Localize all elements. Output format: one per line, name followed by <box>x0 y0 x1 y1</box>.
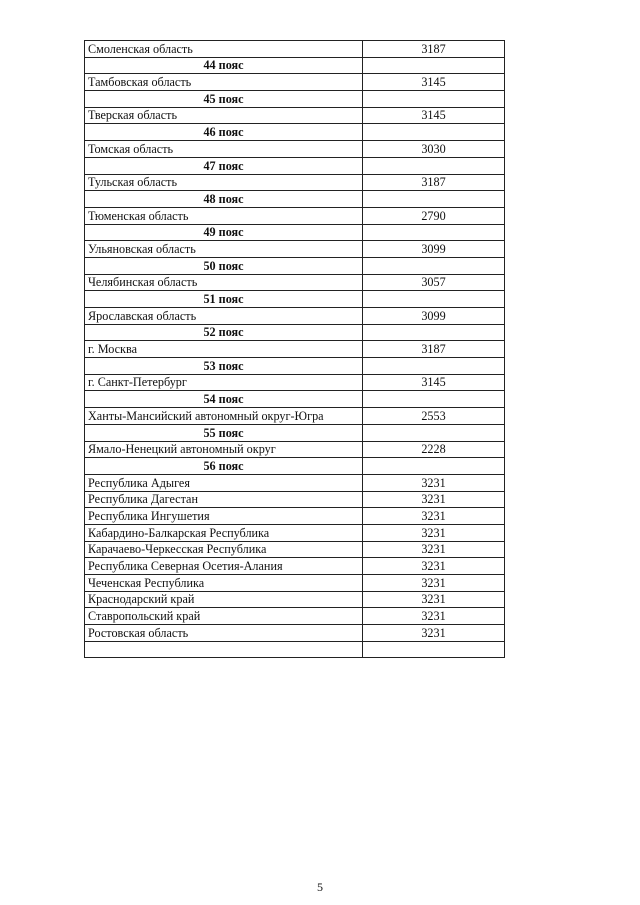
tariff-value: 2790 <box>363 207 505 224</box>
region-name: Ростовская область <box>85 625 363 642</box>
zone-header-row <box>85 424 505 441</box>
region-name: Смоленская область <box>85 41 363 58</box>
zone-header-row <box>85 191 505 208</box>
table-row <box>85 141 505 158</box>
empty-filler-row <box>85 641 505 658</box>
zone-empty-cell <box>363 391 505 408</box>
region-name: Карачаево-Черкесская Республика <box>85 541 363 558</box>
table-row <box>85 608 505 625</box>
zone-header-row <box>85 157 505 174</box>
zone-title: 49 пояс <box>85 224 363 241</box>
table-row <box>85 441 505 458</box>
tariff-value: 3231 <box>363 558 505 575</box>
region-name: Чеченская Республика <box>85 575 363 592</box>
zone-title: 47 пояс <box>85 157 363 174</box>
tariff-value: 3231 <box>363 508 505 525</box>
region-name: Краснодарский край <box>85 591 363 608</box>
zone-header-row <box>85 124 505 141</box>
table-row <box>85 107 505 124</box>
table-row <box>85 491 505 508</box>
tariff-value: 3145 <box>363 374 505 391</box>
tariff-value: 3231 <box>363 625 505 642</box>
tariff-value: 2228 <box>363 441 505 458</box>
region-name: Ямало-Ненецкий автономный округ <box>85 441 363 458</box>
tariff-value: 3145 <box>363 74 505 91</box>
table-row <box>85 541 505 558</box>
region-name: Республика Северная Осетия-Алания <box>85 558 363 575</box>
table-row <box>85 74 505 91</box>
table-row <box>85 625 505 642</box>
zone-title: 56 пояс <box>85 458 363 475</box>
page-number: 5 <box>317 880 323 894</box>
table-row <box>85 558 505 575</box>
zone-empty-cell <box>363 324 505 341</box>
region-name: Кабардино-Балкарская Республика <box>85 524 363 541</box>
region-name: г. Санкт-Петербург <box>85 374 363 391</box>
region-name: Ульяновская область <box>85 241 363 258</box>
tariff-value: 3057 <box>363 274 505 291</box>
zone-header-row <box>85 358 505 375</box>
zone-title: 52 пояс <box>85 324 363 341</box>
zone-empty-cell <box>363 124 505 141</box>
zone-empty-cell <box>363 191 505 208</box>
table-row <box>85 174 505 191</box>
table-row <box>85 508 505 525</box>
tariff-value: 3030 <box>363 141 505 158</box>
table-body <box>85 41 505 658</box>
tariff-value: 3231 <box>363 524 505 541</box>
zone-title: 53 пояс <box>85 358 363 375</box>
zone-title: 54 пояс <box>85 391 363 408</box>
zone-header-row <box>85 324 505 341</box>
zone-empty-cell <box>363 291 505 308</box>
table-row <box>85 274 505 291</box>
region-name: Челябинская область <box>85 274 363 291</box>
tariff-value: 3145 <box>363 107 505 124</box>
table-row <box>85 207 505 224</box>
table-row <box>85 575 505 592</box>
table-row <box>85 524 505 541</box>
zone-title: 45 пояс <box>85 91 363 108</box>
tariff-table <box>84 40 505 658</box>
zone-empty-cell <box>363 157 505 174</box>
region-name: Республика Ингушетия <box>85 508 363 525</box>
table-row <box>85 374 505 391</box>
zone-header-row <box>85 257 505 274</box>
tariff-value: 3187 <box>363 41 505 58</box>
region-name: Тамбовская область <box>85 74 363 91</box>
zone-title: 55 пояс <box>85 424 363 441</box>
zone-title: 50 пояс <box>85 257 363 274</box>
zone-title: 46 пояс <box>85 124 363 141</box>
table-row <box>85 41 505 58</box>
tariff-value: 3231 <box>363 491 505 508</box>
region-name: Ярославская область <box>85 308 363 325</box>
region-name: Республика Адыгея <box>85 474 363 491</box>
empty-cell <box>363 641 505 658</box>
table-row <box>85 308 505 325</box>
zone-empty-cell <box>363 424 505 441</box>
tariff-value: 3231 <box>363 541 505 558</box>
empty-cell <box>85 641 363 658</box>
zone-header-row <box>85 458 505 475</box>
tariff-value: 3231 <box>363 591 505 608</box>
table-row <box>85 474 505 491</box>
region-name: Тюменская область <box>85 207 363 224</box>
region-name: г. Москва <box>85 341 363 358</box>
zone-header-row <box>85 224 505 241</box>
zone-empty-cell <box>363 224 505 241</box>
zone-title: 48 пояс <box>85 191 363 208</box>
zone-title: 44 пояс <box>85 57 363 74</box>
zone-header-row <box>85 391 505 408</box>
tariff-value: 3187 <box>363 174 505 191</box>
table-row <box>85 591 505 608</box>
region-name: Томская область <box>85 141 363 158</box>
zone-empty-cell <box>363 458 505 475</box>
zone-empty-cell <box>363 91 505 108</box>
region-name: Ставропольский край <box>85 608 363 625</box>
tariff-value: 3099 <box>363 308 505 325</box>
table-row <box>85 408 505 425</box>
zone-header-row <box>85 57 505 74</box>
tariff-value: 3099 <box>363 241 505 258</box>
zone-title: 51 пояс <box>85 291 363 308</box>
region-name: Тверская область <box>85 107 363 124</box>
zone-empty-cell <box>363 257 505 274</box>
tariff-value: 3231 <box>363 474 505 491</box>
region-name: Республика Дагестан <box>85 491 363 508</box>
zone-header-row <box>85 291 505 308</box>
zone-empty-cell <box>363 358 505 375</box>
zone-header-row <box>85 91 505 108</box>
table-row <box>85 241 505 258</box>
region-name: Тульская область <box>85 174 363 191</box>
tariff-value: 3187 <box>363 341 505 358</box>
table-row <box>85 341 505 358</box>
tariff-value: 3231 <box>363 608 505 625</box>
tariff-value: 2553 <box>363 408 505 425</box>
zone-empty-cell <box>363 57 505 74</box>
tariff-value: 3231 <box>363 575 505 592</box>
region-name: Ханты-Мансийский автономный округ-Югра <box>85 408 363 425</box>
